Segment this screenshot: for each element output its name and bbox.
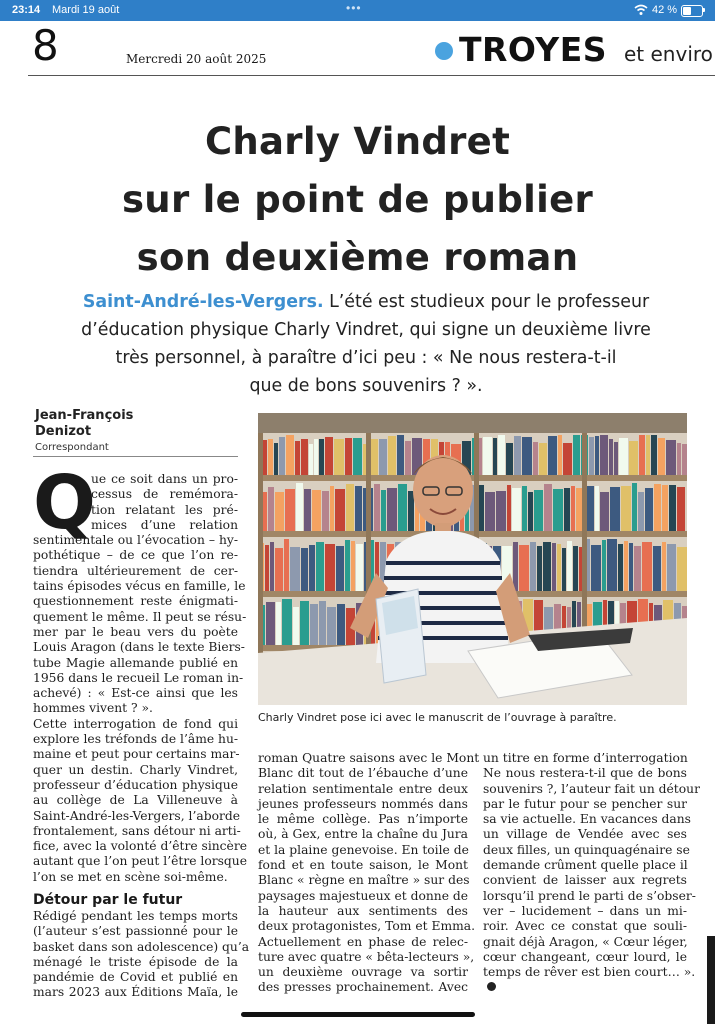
article-line: lorsqu’il prend le parti de s’obser- xyxy=(483,888,696,903)
book-spine xyxy=(485,492,495,531)
book-spine xyxy=(639,435,645,475)
book-spine xyxy=(405,441,411,475)
header-rule xyxy=(28,75,715,76)
book-spine xyxy=(558,435,562,475)
book-spine xyxy=(285,489,295,531)
article-line: Saint-André-les-Vergers, l’aborde xyxy=(33,808,241,823)
book-spine xyxy=(498,435,505,475)
book-spine xyxy=(624,541,628,591)
book-spine xyxy=(330,486,334,531)
article-line: Blanc « règne en maître » sur des xyxy=(258,873,470,888)
status-bar xyxy=(0,0,715,21)
battery-percent: 42 % xyxy=(652,4,678,16)
book-spine xyxy=(325,544,335,591)
book-spine xyxy=(666,440,676,475)
drop-cap: Q xyxy=(33,460,96,546)
article-line: pothétique – de ce que l’on re- xyxy=(33,548,238,563)
wifi-icon xyxy=(634,4,648,16)
book-spine xyxy=(312,490,321,531)
book-spine xyxy=(374,484,380,531)
section-bullet xyxy=(435,42,453,60)
article-line: frontalement, sans détour ni arti- xyxy=(33,823,241,838)
book-spine xyxy=(519,545,529,591)
book-spine xyxy=(573,546,578,591)
book-spine xyxy=(322,491,329,531)
book-spine xyxy=(557,544,561,591)
book-spine xyxy=(564,488,570,531)
headline xyxy=(30,113,685,287)
book-spine xyxy=(619,438,628,475)
book-spine xyxy=(528,492,533,531)
article-line: le même collège. Pas n’importe xyxy=(258,812,468,827)
book-spine xyxy=(621,486,631,531)
book-spine xyxy=(537,546,542,591)
book-spine xyxy=(507,485,511,531)
author-name-line: Jean-François xyxy=(35,408,134,423)
article-line: 1956 dans le recueil Le roman in- xyxy=(33,670,244,685)
book-spine xyxy=(600,435,608,475)
book-spine xyxy=(266,602,275,645)
article-line: quement le même. Il peut se résu- xyxy=(33,609,247,624)
lede-text: que de bons souvenirs ? ». xyxy=(249,376,483,396)
article-line: ture avec quatre « bêta-lecteurs », xyxy=(258,949,475,964)
book-spine xyxy=(268,487,274,531)
book-spine xyxy=(493,438,497,475)
book-spine xyxy=(483,437,492,475)
adjacent-page-edge xyxy=(707,936,715,1024)
book-spine xyxy=(274,443,278,475)
article-line: un deuxième ouvrage va sortir xyxy=(258,965,468,980)
book-spine xyxy=(351,541,355,591)
article-line: (l’auteur s’est passionné pour le xyxy=(33,924,238,939)
book-spine xyxy=(345,438,352,475)
article-line: ver – lucidement – dans un mi- xyxy=(483,903,687,918)
headline-line: sur le point de publier xyxy=(121,178,594,221)
book-spine xyxy=(682,444,687,475)
book-spine xyxy=(591,545,601,591)
book-spine xyxy=(334,439,344,475)
book-spine xyxy=(336,546,344,591)
headline-line: son deuxième roman xyxy=(136,236,579,279)
book-spine xyxy=(295,441,300,475)
book-spine xyxy=(316,542,324,591)
article-line: autant que l’on peut l’être lorsque xyxy=(33,854,247,869)
multitask-dots[interactable]: ••• xyxy=(346,1,362,15)
book-spine xyxy=(325,437,333,475)
book-spine xyxy=(512,488,521,531)
book-spine xyxy=(662,542,666,591)
book-spine xyxy=(629,441,638,475)
article-line: quer un destin. Charly Vindret, xyxy=(33,762,238,777)
article-line: demande crûment quelle place il xyxy=(483,858,688,873)
book-spine xyxy=(356,544,363,591)
book-spine xyxy=(284,539,289,591)
book-spine xyxy=(268,439,273,475)
article-line: temps de rêver est bien court… ». xyxy=(483,965,696,980)
article-line: cessus de remémora- xyxy=(91,487,238,502)
article-line: basket dans son adolescence) qu’a xyxy=(33,939,250,954)
article-line: sentimentale ou l’évocation – hy- xyxy=(33,533,238,548)
battery-level xyxy=(683,7,691,15)
article-line: Rédigé pendant les temps morts xyxy=(33,909,238,923)
book-spine xyxy=(309,444,313,475)
book-spine xyxy=(533,442,538,475)
article-line: convient de laisser aux regrets xyxy=(483,873,687,888)
book-spine xyxy=(319,439,324,475)
book-spine xyxy=(638,492,644,531)
book-spine xyxy=(270,542,274,591)
book-spine xyxy=(314,439,318,475)
book-spine xyxy=(388,436,396,475)
end-of-article-bullet xyxy=(487,982,496,991)
book-spine xyxy=(282,599,292,645)
article-line: achevé) : « Est-ce ainsi que les xyxy=(33,686,238,701)
book-spine xyxy=(602,540,606,591)
book-spine xyxy=(586,486,594,531)
book-spine xyxy=(381,490,386,531)
section-title: TROYES xyxy=(459,30,608,69)
issue-date: Mercredi 20 août 2025 xyxy=(126,52,267,66)
lede-text: L’été est studieux pour le professeur xyxy=(323,292,650,312)
book-spine xyxy=(662,485,668,531)
article-line: tiendra ultérieurement de cer- xyxy=(33,563,238,578)
byline-rule xyxy=(33,456,238,457)
lede-text: d’éducation physique Charly Vindret, qui signe un deuxième livre xyxy=(81,320,651,340)
article-line: mices d’une relation xyxy=(91,517,238,532)
book-spine xyxy=(265,545,269,591)
article-line: tains épisodes vécus en famille, le xyxy=(33,579,246,594)
book-spine xyxy=(345,540,350,591)
article-line: paysages majestueux et donne de xyxy=(258,888,469,903)
book-spine xyxy=(658,438,665,475)
article-line: roman Quatre saisons avec le Mont xyxy=(258,751,480,765)
book-spine xyxy=(276,602,281,645)
library-photo-illustration xyxy=(258,413,687,705)
book-spine xyxy=(629,543,633,591)
status-date: Mardi 19 août xyxy=(52,4,120,16)
book-spine xyxy=(642,542,652,591)
book-spine xyxy=(610,487,620,531)
article-line: Cette interrogation de fond qui xyxy=(33,716,238,731)
book-spine xyxy=(379,439,387,475)
book-spine xyxy=(677,487,685,531)
article-line: ménagé le triste épisode de la xyxy=(33,954,238,969)
book-spine xyxy=(496,491,506,531)
article-column-1-continued xyxy=(33,909,250,1001)
lede-text: très personnel, à paraître d’ici peu : « Ne nous restera-t-il xyxy=(115,348,617,368)
book-spine xyxy=(387,488,397,531)
book-spine xyxy=(645,488,653,531)
book-spine xyxy=(544,484,552,531)
photo-caption: Charly Vindret pose ici avec le manuscrit de l’ouvrage à paraître. xyxy=(258,711,617,724)
book-spine xyxy=(296,483,303,531)
lede xyxy=(46,288,686,400)
book-spine xyxy=(530,542,536,591)
book-spine xyxy=(397,435,404,475)
article-line: Actuellement en phase de relec- xyxy=(258,934,468,949)
article-line: un village de Vendée avec ses xyxy=(483,827,687,842)
article-line: explore les tréfonds de l’âme hu- xyxy=(33,732,239,747)
book-spine xyxy=(654,484,661,531)
article-line: relation sentimentale entre deux xyxy=(258,781,468,796)
lede-place: Saint-André-les-Vergers. xyxy=(82,292,324,312)
article-line: sa vie actuelle. En vacances dans xyxy=(483,812,691,827)
article-line: mars 2023 aux Éditions Maïa, le xyxy=(33,985,238,1000)
book-spine xyxy=(552,543,556,591)
book-spine xyxy=(677,547,687,591)
author-name-line: Denizot xyxy=(35,424,92,439)
book-spine xyxy=(567,541,572,591)
book-spine xyxy=(614,442,618,475)
article-line: pandémie de Covid et publié en xyxy=(33,970,238,985)
subheading: Détour par le futur xyxy=(33,892,183,908)
book-spine xyxy=(667,544,676,591)
book-spine xyxy=(548,436,557,475)
article-line: Ne nous restera-t-il que de bons xyxy=(483,766,687,781)
book-spine xyxy=(539,443,547,475)
book-spine xyxy=(589,437,594,475)
article-line: des presses prochainement. Avec xyxy=(258,980,468,995)
article-line: professeur d’éducation physique xyxy=(33,777,238,792)
article-column-3 xyxy=(483,751,700,996)
book-spine xyxy=(398,484,407,531)
book-spine xyxy=(309,545,315,591)
battery-tip xyxy=(703,8,705,12)
book-spine xyxy=(301,439,308,475)
book-spine xyxy=(355,486,362,531)
article-column-1 xyxy=(33,472,247,885)
book-spine xyxy=(353,438,362,475)
book-spine xyxy=(304,489,311,531)
article-line: où, à Gex, entre la chaîne du Jura xyxy=(258,827,468,842)
book-spine xyxy=(513,542,518,591)
book-spine xyxy=(319,601,326,645)
book-spine xyxy=(522,437,532,475)
article-line: l’on se met en scène soi-même. xyxy=(33,869,228,884)
article-line: cœur changeant, cœur lourd, le xyxy=(483,949,687,964)
book-spine xyxy=(618,544,623,591)
article-line: maine et peut pour certains mar- xyxy=(33,747,240,762)
book-spine xyxy=(571,486,575,531)
article-line: Louis Aragon (dans le texte Biers- xyxy=(33,640,245,655)
book-spine xyxy=(563,443,572,475)
article-line: fond et en toute saison, le Mont xyxy=(258,858,468,873)
article-photo xyxy=(258,413,687,705)
book-spine xyxy=(335,489,345,531)
book-spine xyxy=(595,486,599,531)
book-spine xyxy=(573,435,580,475)
book-spine xyxy=(595,436,599,475)
battery-icon xyxy=(681,5,703,17)
book-spine xyxy=(632,483,637,531)
article-line: au collège de La Villeneuve à xyxy=(33,793,238,808)
book-spine xyxy=(301,548,308,591)
article-line: fice, avec la volonté d’être sincère xyxy=(33,839,247,854)
book-spine xyxy=(634,546,641,591)
book-spine xyxy=(286,435,294,475)
article-line: hommes vivent ? ». xyxy=(33,701,153,716)
book-spine xyxy=(607,539,617,591)
article-line: Blanc dit tout de l’ébauche d’une xyxy=(258,766,468,781)
headline-line: Charly Vindret xyxy=(204,120,511,163)
book-spine xyxy=(514,436,521,475)
book-spine xyxy=(651,435,657,475)
article-line: par le futur pour se pencher sur xyxy=(483,796,687,811)
book-spine xyxy=(543,542,551,591)
book-spine xyxy=(562,548,566,591)
book-spine xyxy=(279,437,285,475)
book-spine xyxy=(522,486,527,531)
article-line: mer par le beau vers du poète xyxy=(33,624,238,639)
article-line: tube Magie allemande publié en xyxy=(33,655,238,670)
book-spine xyxy=(337,604,345,645)
book-spine xyxy=(327,607,336,645)
article-line: roir. Avec ce constat que souli- xyxy=(483,919,687,934)
article-line: gnait déjà Aragon, « Cœur léger, xyxy=(483,934,688,949)
book-spine xyxy=(408,491,414,531)
book-spine xyxy=(646,435,650,475)
book-spine xyxy=(346,484,354,531)
article-line: ue ce soit dans un pro- xyxy=(91,472,238,486)
book-spine xyxy=(310,604,318,645)
book-spine xyxy=(293,607,299,645)
home-indicator[interactable] xyxy=(241,1012,475,1017)
article-line: deux filles, un quinquagénaire se xyxy=(483,842,690,857)
article-line: tion relatant les pré- xyxy=(91,502,238,517)
book-spine xyxy=(669,485,676,531)
page-number: 8 xyxy=(32,21,59,70)
book-spine xyxy=(534,490,543,531)
article-line: jeunes professeurs nommés dans xyxy=(258,796,468,811)
author-role: Correspondant xyxy=(35,442,109,453)
book-spine xyxy=(677,443,681,475)
article-line: questionnement reste énigmati- xyxy=(33,594,238,609)
book-spine xyxy=(600,492,609,531)
book-spine xyxy=(553,489,563,531)
book-spine xyxy=(300,601,309,645)
article-line: souvenirs ?, l’auteur fait un détour xyxy=(483,781,700,796)
article-line: et la plaine genevoise. En toile de xyxy=(258,842,469,857)
book-spine xyxy=(275,548,283,591)
article-line: deux protagonistes, Tom et Emma. xyxy=(258,919,476,934)
book-spine xyxy=(275,492,284,531)
book-spine xyxy=(609,439,613,475)
article-line: la hauteur aux sentiments des xyxy=(258,903,468,918)
book-spine xyxy=(506,443,513,475)
book-spine xyxy=(653,546,661,591)
section-subtitle: et enviro xyxy=(624,42,713,66)
author-name xyxy=(35,408,133,440)
book-spine xyxy=(290,547,300,591)
status-time: 23:14 xyxy=(12,4,41,16)
article-column-2 xyxy=(258,751,480,996)
article-line: un titre en forme d’interrogation xyxy=(483,751,688,765)
